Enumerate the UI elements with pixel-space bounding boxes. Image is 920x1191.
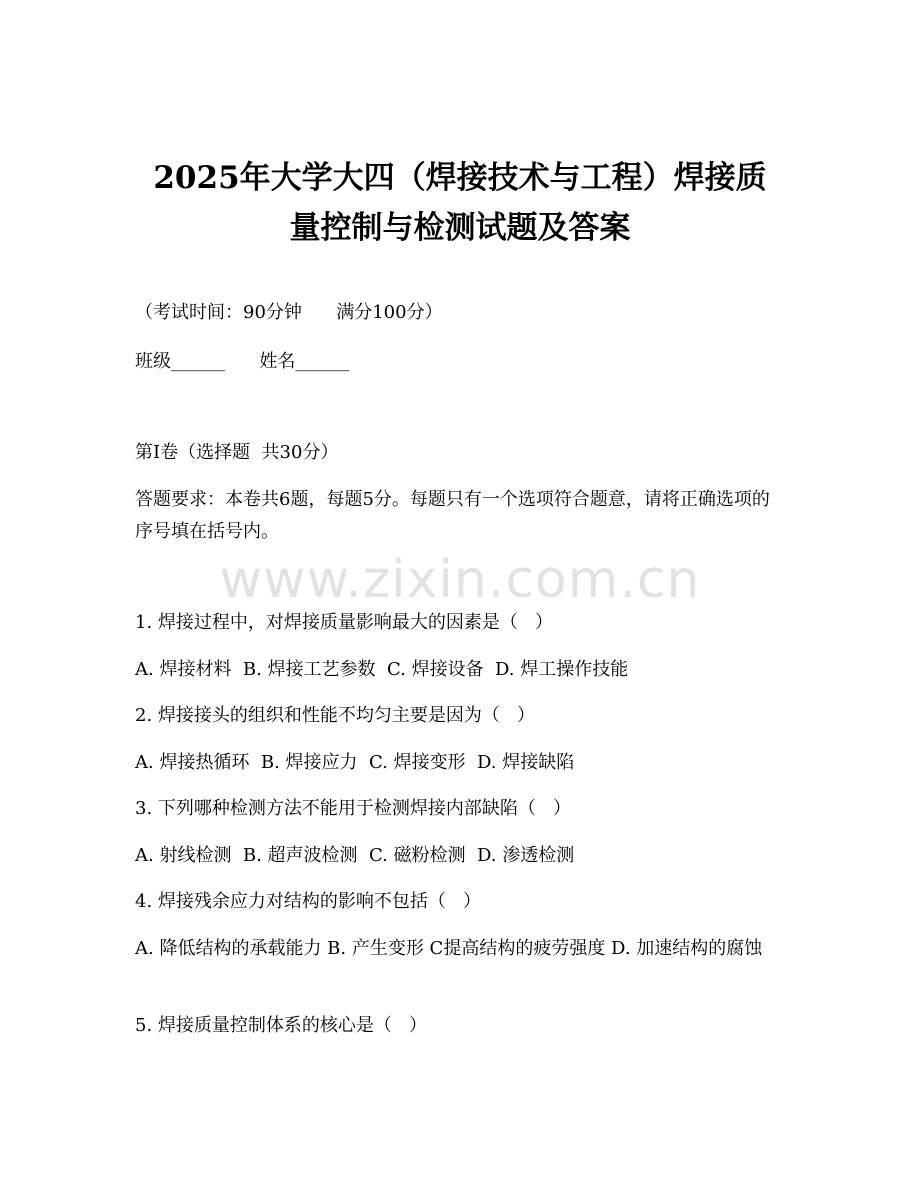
question-3-stem: 3. 下列哪种检测方法不能用于检测焊接内部缺陷（ ）: [135, 798, 572, 819]
class-name-fields: 班级______ 姓名______: [135, 351, 350, 372]
question-1-options: A. 焊接材料 B. 焊接工艺参数 C. 焊接设备 D. 焊工操作技能: [135, 659, 629, 680]
question-5-stem: 5. 焊接质量控制体系的核心是（ ）: [135, 1015, 428, 1036]
question-2-options: A. 焊接热循环 B. 焊接应力 C. 焊接变形 D. 焊接缺陷: [135, 752, 575, 773]
title-line-1: 2025年大学大四（焊接技术与工程）焊接质: [153, 160, 767, 196]
title-line-2: 量控制与检测试题及答案: [289, 210, 631, 246]
page-title: [0, 153, 920, 253]
answer-instructions: 答题要求：本卷共6题，每题5分。每题只有一个选项符合题意，请将正确选项的序号填在括号内。: [135, 489, 770, 542]
question-4-stem: 4. 焊接残余应力对结构的影响不包括（ ）: [135, 891, 482, 912]
section-heading: 第I卷（选择题 共30分）: [135, 442, 339, 463]
question-1-stem: 1. 焊接过程中，对焊接质量影响最大的因素是（ ）: [135, 612, 554, 633]
watermark: www.zixin.com.cn: [219, 550, 701, 610]
question-2-stem: 2. 焊接接头的组织和性能不均匀主要是因为（ ）: [135, 705, 536, 726]
question-4-options: A. 降低结构的承载能力 B. 产生变形 C提高结构的疲劳强度 D. 加速结构的腐蚀: [135, 938, 763, 959]
question-3-options: A. 射线检测 B. 超声波检测 C. 磁粉检测 D. 渗透检测: [135, 845, 575, 866]
exam-info: （考试时间：90分钟 满分100分）: [135, 302, 443, 323]
